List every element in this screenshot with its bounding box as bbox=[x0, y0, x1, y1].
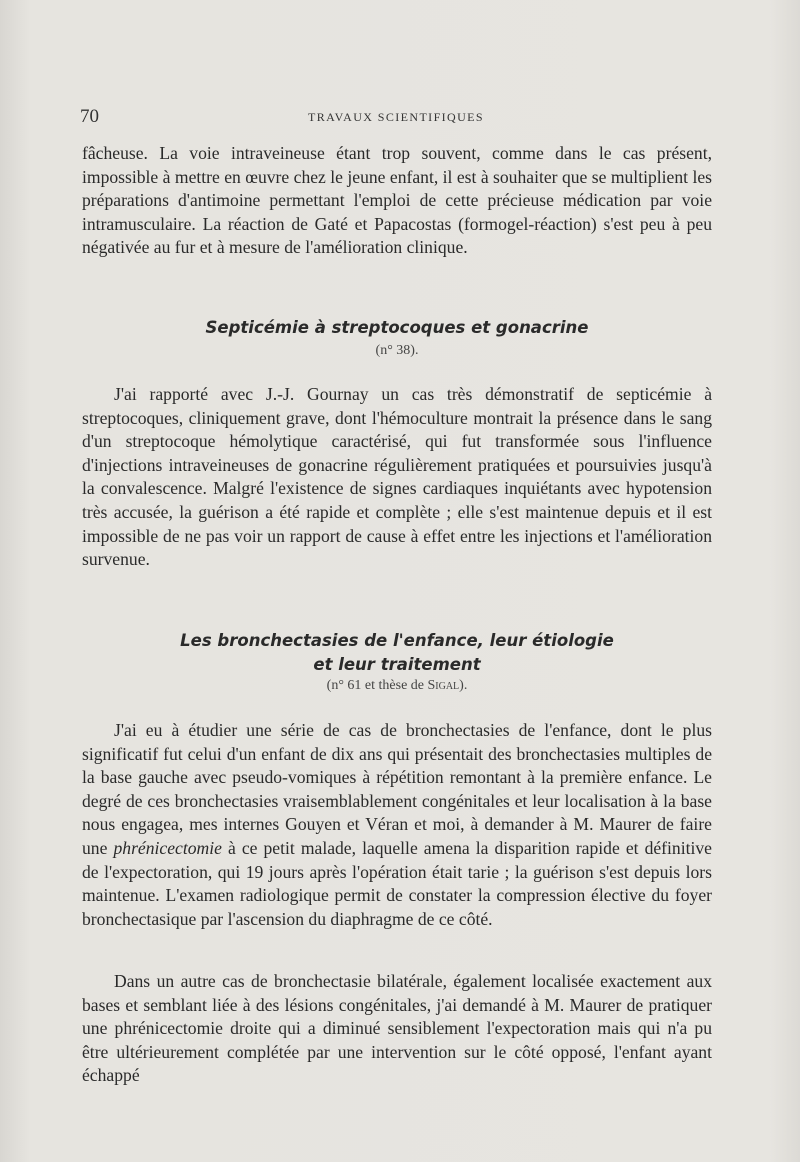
bronchectasies-paragraph-2: Dans un autre cas de bronchectasie bilatérale, également localisée exactement aux bases et semblant liée à des lésions congénitales, j'ai demandé à M. Maurer de pratiquer une phrénicectomie droite qui a diminué sensiblement l'expectoration mais qui n'a pu être ultérieurement complétée par une intervention sur le côté opposé, l'enfant ayant échappé bbox=[82, 971, 712, 1086]
paragraph-text: J'ai eu à étudier une série de cas de bronchectasies de l'enfance, dont le plus significatif fut celui d'un enfant de dix ans qui présentait des bronchectasies multiples de la base gauche avec pseudo-vomiques à répétition remontant à la première enfance. Le degré de ces bronchectasies vraisemblablement congénitales et leur localisation à la base nous engagea, mes internes Gouyen et Véran et moi, à demander à M. Maurer de faire une bbox=[82, 720, 712, 858]
ref-author: Sigal bbox=[427, 678, 460, 693]
septicemie-paragraph: J'ai rapporté avec J.-J. Gournay un cas très démonstratif de septicémie à streptocoques, cliniquement grave, dont l'hémoculture montrait la présence dans le sang d'un streptocoque hémolytique caractérisé, qui fut transformée sous l'influence d'injections intraveineuses de gonacrine régulièrement pratiquées et poursuivies jusqu'à la convalescence. Malgré l'existence de signes cardiaques inquiétants avec hypotension très accusée, la guérison a été rapide et complète ; elle s'est maintenue depuis et il est impossible de ne pas voir un rapport de cause à effet entre les injections et l'amélioration survenue. bbox=[82, 384, 712, 570]
section-reference: (n° 38). bbox=[375, 343, 419, 358]
bronchectasies-paragraph bbox=[82, 719, 712, 931]
section-reference bbox=[82, 678, 712, 694]
running-title: TRAVAUX SCIENTIFIQUES bbox=[308, 110, 484, 124]
intro-paragraph: fâcheuse. La voie intraveineuse étant trop souvent, comme dans le cas présent, impossible à mettre en œuvre chez le jeune enfant, il est à souhaiter que se multiplient les préparations d'antimoine permettant l'emploi de cette précieuse médication par voie intramusculaire. La réaction de Gaté et Papacostas (formogel-réaction) s'est peu à peu négativée au fur et à mesure de l'amélioration clinique. bbox=[82, 143, 712, 258]
section-title-bronchectasies bbox=[82, 629, 712, 677]
section-title-septicemie: Septicémie à streptocoques et gonacrine bbox=[205, 318, 589, 337]
paragraph-text: à ce petit malade, laquelle amena la disparition rapide et définitive de l'expectoration, qui 19 jours après l'opération était tarie ; la guérison s'est depuis lors maintenue. L'examen radiologique permit de constater la compression élective du foyer bronchectasique par l'ascension du diaphragme de ce côté. bbox=[82, 837, 712, 929]
ref-suffix: ). bbox=[459, 678, 468, 693]
ref-prefix: (n° 61 et thèse de bbox=[326, 678, 428, 693]
section-title-line: et leur traitement bbox=[313, 655, 481, 674]
section-title-line: Les bronchectasies de l'enfance, leur étiologie bbox=[180, 631, 614, 650]
italic-term: phrénicectomie bbox=[113, 837, 222, 858]
page-header bbox=[80, 106, 712, 130]
page-number: 70 bbox=[80, 106, 99, 127]
